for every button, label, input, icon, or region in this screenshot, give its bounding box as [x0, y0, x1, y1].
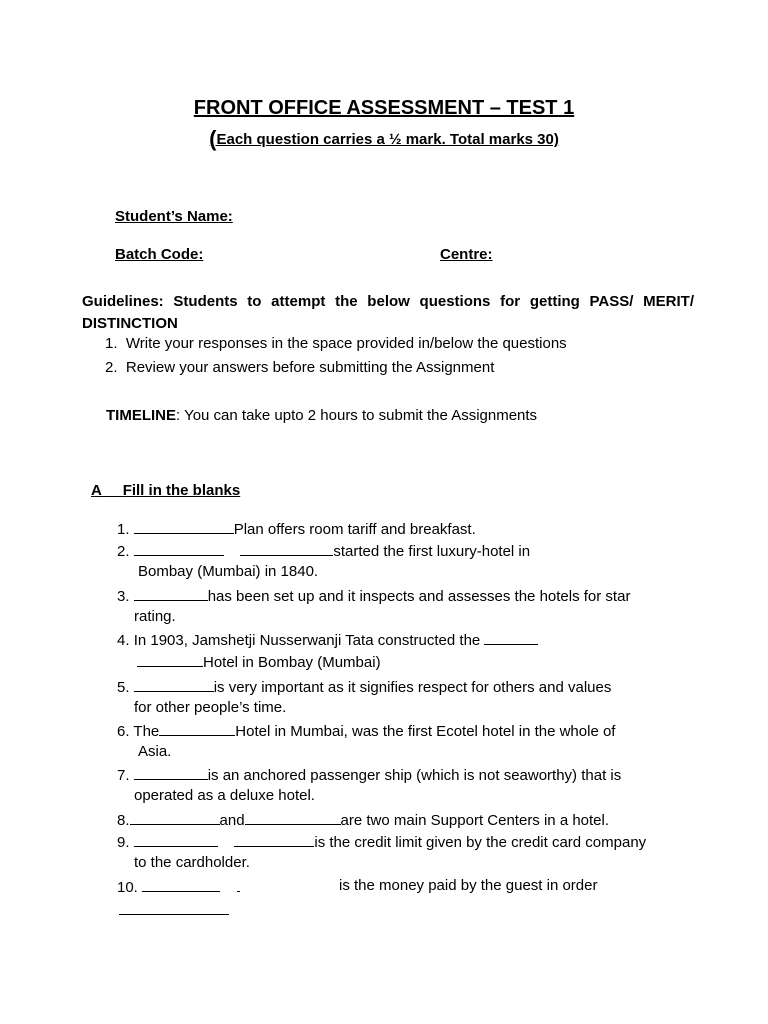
question-number: 8. — [117, 812, 130, 829]
question-6 — [117, 721, 615, 740]
timeline — [106, 407, 537, 424]
question-4-continued — [137, 652, 381, 671]
section-a-heading — [91, 482, 240, 499]
guideline-number: 2. — [105, 359, 118, 376]
question-prefix: The — [133, 723, 160, 740]
question-text: is an anchored passenger ship (which is not seaworthy) that is — [207, 767, 622, 784]
page-subtitle — [0, 126, 768, 152]
question-5 — [117, 677, 611, 696]
question-2 — [117, 541, 530, 560]
question-number: 10. — [117, 879, 138, 896]
guideline-number: 1. — [105, 335, 118, 352]
question-text: In 1903, Jamshetji Nusserwanji Tata constructed the — [133, 632, 481, 649]
question-number: 6. — [117, 723, 130, 740]
subtitle-text: Each question carries a ½ mark. Total marks 30) — [216, 131, 559, 148]
question-number: 5. — [117, 679, 130, 696]
answer-blank[interactable] — [134, 541, 224, 556]
answer-blank[interactable] — [119, 914, 229, 915]
question-text: Hotel in Bombay (Mumbai) — [203, 654, 381, 671]
guideline-text: Review your answers before submitting the Assignment — [125, 359, 495, 376]
answer-blank[interactable] — [484, 630, 538, 645]
question-3 — [117, 586, 630, 605]
subtitle-paren: ( — [209, 126, 217, 151]
answer-blank[interactable] — [134, 765, 208, 780]
guideline-item-2 — [105, 359, 494, 376]
question-1 — [117, 519, 476, 538]
section-title: Fill in the blanks — [122, 482, 241, 499]
answer-blank[interactable] — [159, 721, 235, 736]
question-7 — [117, 765, 621, 784]
answer-blank[interactable] — [142, 877, 220, 892]
question-4 — [117, 630, 538, 649]
question-text: is the credit limit given by the credit card company — [314, 834, 647, 851]
answer-blank[interactable] — [137, 652, 203, 667]
question-8 — [117, 810, 609, 829]
question-text: Hotel in Mumbai, was the first Ecotel hotel in the whole of — [235, 723, 616, 740]
question-text: is very important as it signifies respect for others and values — [213, 679, 612, 696]
batch-code-label: Batch Code: — [115, 246, 204, 263]
question-9 — [117, 832, 646, 851]
answer-blank[interactable] — [134, 586, 208, 601]
question-number: 9. — [117, 834, 130, 851]
guideline-text: Write your responses in the space provided in/below the questions — [125, 335, 567, 352]
question-10-text: is the money paid by the guest in order — [339, 877, 598, 894]
timeline-label: TIMELINE — [106, 407, 176, 424]
question-10 — [117, 877, 240, 896]
question-text: Plan offers room tariff and breakfast. — [233, 521, 476, 538]
question-3-continued: rating. — [134, 608, 176, 625]
question-text: started the first luxury-hotel in — [333, 543, 531, 560]
answer-blank[interactable] — [130, 810, 220, 825]
question-number: 7. — [117, 767, 130, 784]
student-name-label: Student’s Name: — [115, 208, 233, 225]
question-2-continued: Bombay (Mumbai) in 1840. — [138, 563, 319, 580]
question-number: 4. — [117, 632, 130, 649]
question-5-continued: for other people’s time. — [134, 699, 287, 716]
guideline-item-1 — [105, 335, 567, 352]
guidelines-text: Guidelines: Students to attempt the below questions for getting PASS/ MERIT/ DISTINCTION — [82, 293, 694, 332]
answer-blank[interactable] — [240, 541, 333, 556]
question-number: 2. — [117, 543, 130, 560]
question-connector: and — [219, 812, 245, 829]
answer-blank[interactable] — [134, 677, 214, 692]
question-text: has been set up and it inspects and assesses the hotels for star — [207, 588, 631, 605]
answer-blank[interactable] — [237, 877, 240, 892]
timeline-text: : You can take upto 2 hours to submit the Assignments — [176, 407, 538, 424]
answer-blank[interactable] — [234, 832, 314, 847]
question-text: are two main Support Centers in a hotel. — [340, 812, 610, 829]
section-letter: A — [91, 482, 102, 499]
page-title: FRONT OFFICE ASSESSMENT – TEST 1 — [193, 97, 575, 119]
centre-label: Centre: — [440, 246, 493, 263]
question-number: 1. — [117, 521, 130, 538]
question-6-continued: Asia. — [138, 743, 172, 760]
question-number: 3. — [117, 588, 130, 605]
answer-blank[interactable] — [134, 832, 218, 847]
question-7-continued: operated as a deluxe hotel. — [134, 787, 315, 804]
answer-blank[interactable] — [245, 810, 341, 825]
answer-blank[interactable] — [134, 519, 234, 534]
question-9-continued: to the cardholder. — [134, 854, 250, 871]
